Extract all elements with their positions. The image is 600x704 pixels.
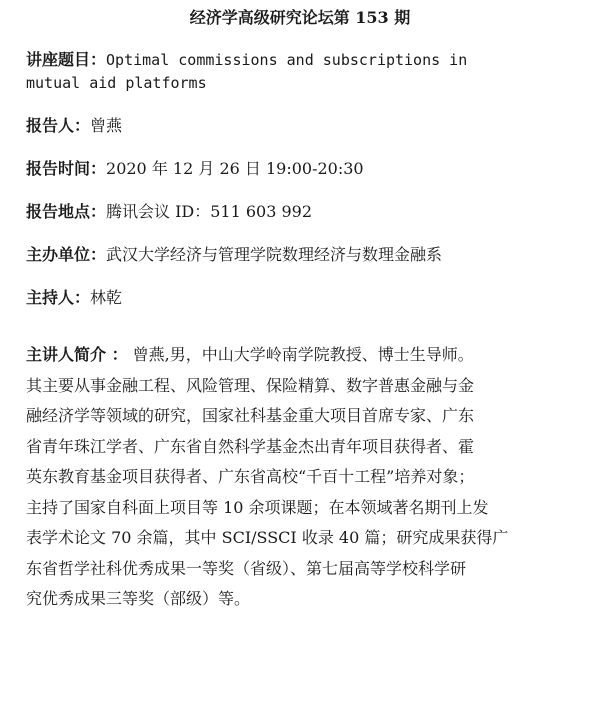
organizer-row bbox=[26, 243, 586, 267]
time-label: 报告时间： bbox=[26, 159, 107, 178]
bio-line: 究优秀成果三等奖（部级）等。 bbox=[26, 589, 251, 608]
bio-line: 主持了国家自科面上项目等 10 余项课题；在本领域著名期刊上发 bbox=[26, 497, 489, 517]
forum-title: 经济学高级研究论坛第 153 期 bbox=[189, 8, 411, 27]
host-label: 主持人： bbox=[26, 288, 91, 307]
topic-label: 讲座题目： bbox=[26, 50, 107, 69]
location-value: 腾讯会议 ID：511 603 992 bbox=[106, 202, 313, 221]
topic-line2: mutual aid platforms bbox=[26, 74, 207, 92]
topic-line1: Optimal commissions and subscriptions in bbox=[106, 51, 468, 69]
speaker-bio bbox=[26, 340, 582, 615]
bio-line: 表学术论文 70 余篇，其中 SCI/SSCI 收录 40 篇；研究成果获得广 bbox=[26, 528, 509, 547]
location-row bbox=[26, 200, 586, 224]
bio-line: 英东教育基金项目获得者、广东省高校“千百十工程”培养对象； bbox=[26, 467, 475, 486]
bio-line bbox=[26, 340, 582, 371]
topic-row bbox=[26, 48, 586, 72]
location-label: 报告地点： bbox=[26, 202, 107, 221]
bio-label: 主讲人简介 ： bbox=[26, 345, 128, 364]
organizer-value: 武汉大学经济与管理学院数理经济与数理金融系 bbox=[106, 245, 443, 264]
time-value: 2020 年 12 月 26 日 19:00-20:30 bbox=[106, 159, 364, 178]
speaker-value: 曾燕 bbox=[90, 116, 123, 135]
bio-line: 东省哲学社科优秀成果一等奖（省级）、第七届高等学校科学研 bbox=[26, 558, 467, 578]
bio-line: 融经济学等领域的研究，国家社科基金重大项目首席专家、广东 bbox=[26, 406, 475, 425]
speaker-row bbox=[26, 114, 586, 138]
host-row bbox=[26, 286, 586, 310]
organizer-label: 主办单位： bbox=[26, 245, 107, 264]
host-value: 林乾 bbox=[90, 288, 123, 307]
bio-text: 曾燕,男，中山大学岭南学院教授、博士生导师。 bbox=[132, 345, 474, 364]
time-row bbox=[26, 157, 586, 181]
bio-line: 省青年珠江学者、广东省自然科学基金杰出青年项目获得者、霍 bbox=[26, 436, 475, 456]
speaker-label: 报告人： bbox=[26, 116, 91, 135]
bio-line: 其主要从事金融工程、风险管理、保险精算、数字普惠金融与金 bbox=[26, 375, 475, 395]
